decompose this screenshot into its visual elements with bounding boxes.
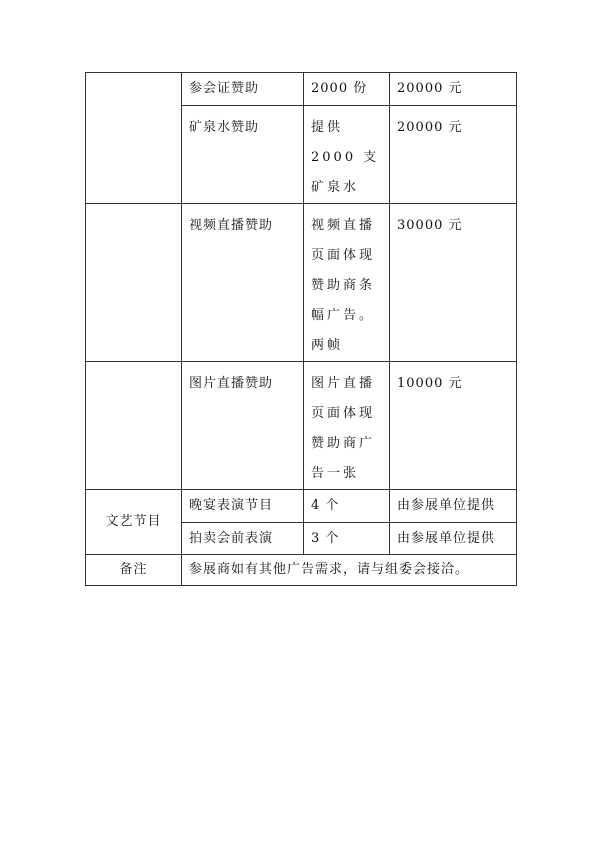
item-cell: 图片直播赞助 [182,362,304,490]
category-cell-empty [86,362,182,490]
price-cell: 由参展单位提供 [390,490,517,523]
remark-label: 备注 [86,555,182,586]
detail-text: 提供 2000 支矿泉水 [311,120,380,195]
detail-cell: 2000 份 [304,73,390,106]
detail-cell: 3 个 [304,523,390,555]
price-cell: 30000 元 [390,204,517,362]
detail-text: 视频直播页面体现赞助商条幅广告。两帧 [311,218,376,353]
table-row [86,204,517,362]
item-cell: 参会证赞助 [182,73,304,106]
item-cell: 拍卖会前表演 [182,523,304,555]
table-row [86,555,517,586]
table-row [86,73,517,106]
detail-text: 图片直播页面体现赞助商广告一张 [311,376,376,481]
category-cell: 文艺节目 [86,490,182,555]
item-cell: 矿泉水赞助 [182,106,304,204]
price-cell: 10000 元 [390,362,517,490]
detail-cell [304,106,390,204]
sponsorship-table [85,72,517,586]
detail-cell [304,204,390,362]
item-cell: 视频直播赞助 [182,204,304,362]
detail-cell [304,362,390,490]
item-cell: 晚宴表演节目 [182,490,304,523]
category-cell-empty [86,73,182,204]
remark-text: 参展商如有其他广告需求，请与组委会接洽。 [182,555,517,586]
price-cell: 20000 元 [390,106,517,204]
table-row [86,362,517,490]
category-cell-empty [86,204,182,362]
table-row [86,490,517,523]
price-cell: 20000 元 [390,73,517,106]
detail-cell: 4 个 [304,490,390,523]
price-cell: 由参展单位提供 [390,523,517,555]
